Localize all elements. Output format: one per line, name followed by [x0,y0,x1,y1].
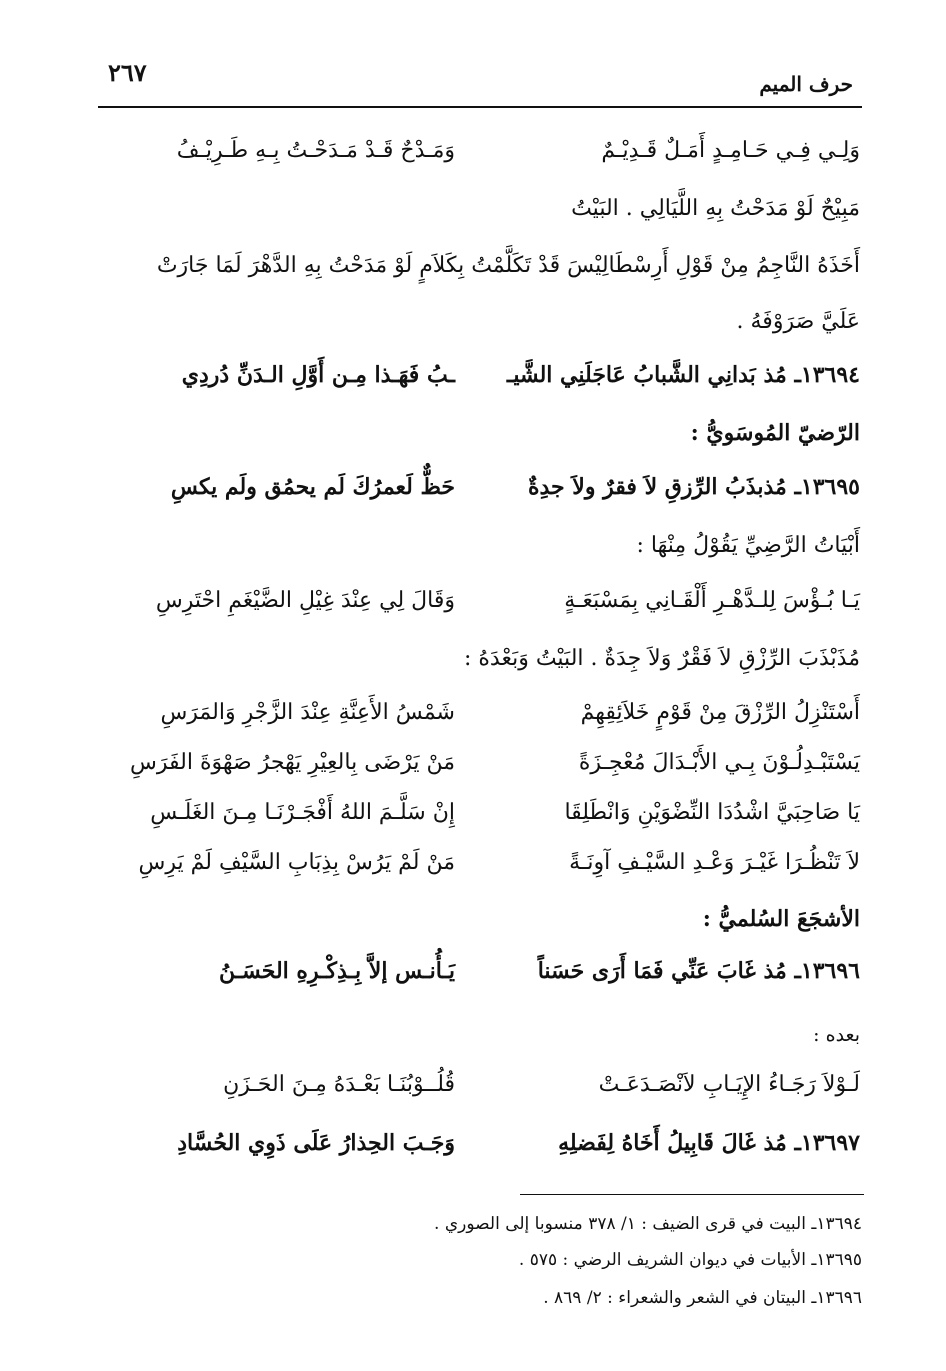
verse-hemistich-right: وَلِـي فِـي حَـامِـدٍ أَمَـلٌ قَـدِيْـمٌ [601,138,860,163]
verse-hemistich-right: يَا صَاحِبَيَّ اشْدُدَا النِّضْوَيْنِ وَانْطَلِقَا [564,800,860,825]
verse-hemistich-left: وَقَالَ لِي عِنْدَ غِيْلِ الضَّيْغَمِ احْتَرِسِ [155,588,455,613]
verse-hemistich-left: إِنْ سَلَّـمَ اللهُ أَفْجَـرْنَـا مِـنَ الغَلَـسِ [150,800,455,825]
header-divider [98,106,862,108]
numbered-verse-13695-left: حَظٌّ لَعمرُكَ لَم يحمُق ولَم يكسِ [170,474,455,500]
footnote: ١٣٦٩٦ـ البيتان في الشعر والشعراء : ٢/ ٨٦٩ . [543,1288,862,1308]
verse-hemistich-right: يَسْتَبْـدِلُـوْنَ بِـي الأَبْـدَالَ مُعْجِـزَةً [578,750,860,775]
page-number: ٢٦٧ [108,58,147,87]
prose-line: أَخَذَهُ النَّاجِمُ مِنْ قَوْلِ أَرِسْطَالِيْسَ قَدْ تَكَلَّمْتُ بِكَلاَمٍ لَوْ مَدَحْتُ بِهِ الدَّهْرَ لَمَا جَارَتْ [156,253,860,278]
chapter-title: حرف الميم [759,72,853,96]
verse-line: مُذَبْذَبَ الرِّزْقِ لاَ فَقْرٌ وَلاَ جِدَةٌ . البَيْتُ وَبَعْدَهُ : [463,646,860,671]
verse-hemistich-right: لَـوْلاَ رَجَـاءُ الإِيَـابِ لاَنْصَـدَعَـتْ [598,1072,860,1097]
verse-hemistich-left: مَنْ يَرْضَى بِالعِيْرِ يَهْجرُ صَهْوَةَ الفَرَسِ [130,750,455,775]
intro-line: أَبْيَاتُ الرَّضِيِّ يَقُوْلُ مِنْهَا : [636,533,860,558]
footnote: ١٣٦٩٥ـ الأبيات في ديوان الشريف الرضي : ٥٧٥ . [518,1250,862,1270]
footnote: ١٣٦٩٤ـ البيت في قرى الضيف : ١/ ٣٧٨ منسوبا إلى الصوري . [434,1214,862,1234]
poet-heading: الأشجَعَ السُلميُّ : [702,906,860,932]
verse-hemistich-right: لاَ تَنْظُـرَا غَيْـرَ وَعْـدِ السَّيْـفِ آوِنَـةً [569,850,860,875]
verse-hemistich-left: شَمْسُ الأَعِنَّةِ عِنْدَ الزَّجْرِ وَالمَرَسِ [160,700,455,725]
poet-heading: الرّضيّ المُوسَويُّ : [690,420,860,446]
numbered-verse-13697-left: وَجَـبَ الحِذارُ عَلَى ذَوِي الحُسَّادِ [177,1130,455,1156]
after-label: بعده : [813,1024,860,1046]
numbered-verse-13695-right: ١٣٦٩٥ـ مُذبذَبُ الرِّزقِ لاَ فقرٌ ولاَ جدِةٌ [527,474,860,500]
verse-line: مَبِيْحٌ لَوْ مَدَحْتُ بِهِ اللَّيَالِي . البَيْتُ [571,196,860,221]
footnote-divider [520,1194,864,1195]
numbered-verse-13694-left: ـبُ فَهَـذا مِـن أَوَّلِ الـدَنِّ دُردِي [181,362,455,388]
prose-line: عَلَيَّ صَرَوْفَهُ . [736,309,860,334]
verse-hemistich-right: يَـا بُـؤْسَ لِلـدَّهْـرِ أَلْقَـانِي بِمَسْبَعَـةٍ [564,588,860,613]
numbered-verse-13694-right: ١٣٦٩٤ـ مُذ بَدانِي الشَّبابُ عَاجَلَنِي الشَّيـ [506,362,860,388]
verse-hemistich-left: وَمَـدْحٌ قَـدْ مَـدَحْـتُ بِـهِ طَـرِيْـفُ [176,138,455,163]
numbered-verse-13696-right: ١٣٦٩٦ـ مُذ غَابَ عَنِّي فَمَا أَرَى حَسَناً [537,958,860,984]
numbered-verse-13697-right: ١٣٦٩٧ـ مُذ غَالَ قَابِيلُ أَخَاهُ لِفَضلِهِ [558,1130,860,1156]
verse-hemistich-left: مَنْ لَمْ يَرُسْ بِذِبَابِ السَّيْفِ لَمْ يَرِسِ [138,850,455,875]
verse-hemistich-left: قُلُــوْبُنَـا بَعْـدَهُ مِـنَ الحَـزَنِ [223,1072,455,1097]
verse-hemistich-right: أَسْتَنْزِلُ الرِّزْقَ مِنْ قَوْمٍ خَلاَئِقِهِمْ [580,700,860,725]
numbered-verse-13696-left: يَـأُنـس إلاَّ بِـذِكْـرِهِ الحَسَـنُ [218,958,455,984]
